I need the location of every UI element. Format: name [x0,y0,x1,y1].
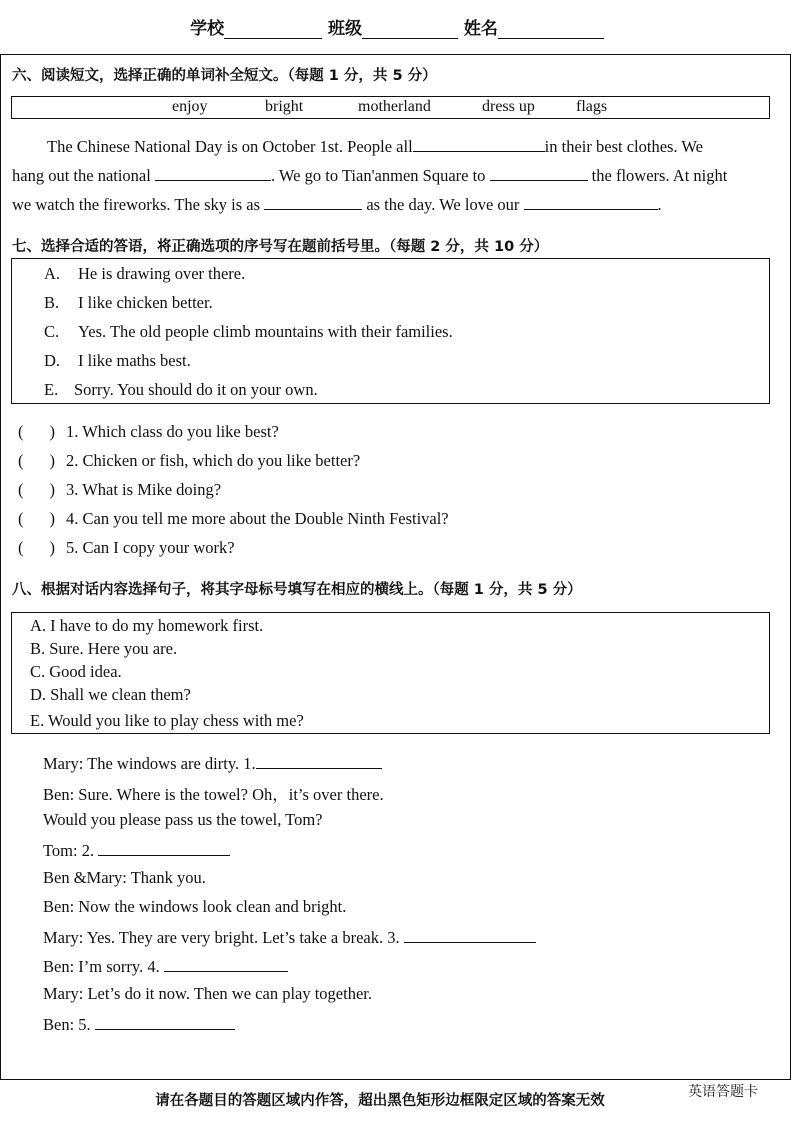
question-1: ( ) 1. Which class do you like best? [18,422,279,441]
option-a: A. He is drawing over there. [44,264,246,283]
passage-text: as the day. We love our [366,195,520,214]
question-4: ( ) 4. Can you tell me more about the Double Ninth Festival? [18,509,449,528]
answer-bracket[interactable]: ( ) [18,451,55,470]
passage-text: the flowers. At night [591,166,728,185]
option-e: E. Would you like to play chess with me? [30,711,304,730]
option-d: D. I like maths best. [44,351,191,370]
option-b: B. Sure. Here you are. [30,639,178,658]
section6-title: 六、阅读短文，选择正确的单词补全短文。（每题 1 分，共 5 分） [12,68,437,84]
word-bank-item: motherland [358,98,431,115]
word-bank-item: flags [576,98,608,115]
word-bank-box [11,96,770,119]
name-label: 姓名 [463,19,498,39]
dialogue-line-7: Mary: Yes. They are very bright. Let’s take a break. 3. [43,926,536,948]
word-bank-item: bright [265,98,304,115]
passage-line-1 [47,135,703,157]
answer-bracket[interactable]: ( ) [18,480,55,499]
dialogue-line-9: Mary: Let’s do it now. Then we can play together. [43,984,373,1003]
blank-2[interactable] [155,164,271,181]
answer-card-label: 英语答题卡 [688,1084,758,1100]
section8-title: 八、根据对话内容选择句子，将其字母标号填写在相应的横线上。（每题 1 分，共 5 分） [12,582,582,598]
dialogue-line-8: Ben: I’m sorry. 4. [43,955,288,977]
passage-line-3 [12,193,662,215]
blank-3[interactable] [490,164,588,181]
answer-bracket[interactable]: ( ) [18,538,55,557]
passage-text: hang out the national [12,166,151,185]
blank-1[interactable] [413,135,545,152]
student-info-header [0,14,794,39]
passage-text: we watch the fireworks. The sky is as [12,195,261,214]
dialogue-blank-2[interactable] [98,839,230,856]
question-5: ( ) 5. Can I copy your work? [18,538,235,557]
footer-notice: 请在各题目的答题区域内作答，超出黑色矩形边框限定区域的答案无效 [155,1093,605,1109]
school-blank[interactable] [224,20,322,39]
school-label: 学校 [190,19,225,39]
option-e: E. Sorry. You should do it on your own. [44,380,318,399]
word-bank-item: enjoy [172,98,208,115]
passage-line-2 [12,164,727,186]
dialogue-line-10: Ben: 5. [43,1013,235,1035]
dialogue-blank-3[interactable] [404,926,536,943]
class-label: 班级 [328,19,362,39]
dialogue-blank-5[interactable] [95,1013,235,1030]
passage-text: The Chinese National Day is on October 1st. People all [47,137,413,156]
option-b: B. I like chicken better. [44,293,213,312]
name-blank[interactable] [498,20,604,39]
class-blank[interactable] [362,20,458,39]
word-bank-item: dress up [482,98,535,115]
dialogue-line-3: Would you please pass us the towel, Tom? [43,810,323,829]
answer-bracket[interactable]: ( ) [18,422,55,441]
dialogue-line-6: Ben: Now the windows look clean and bright. [43,897,347,916]
option-a: A. I have to do my homework first. [30,616,264,635]
option-c: C. Yes. The old people climb mountains with their families. [44,322,453,341]
question-2: ( ) 2. Chicken or fish, which do you like better? [18,451,361,470]
dialogue-line-1: Mary: The windows are dirty. 1. [43,752,382,774]
passage-text: . We go to Tian'anmen Square to [270,166,486,185]
answer-bracket[interactable]: ( ) [18,509,55,528]
passage-text: . [657,195,662,214]
section7-title: 七、选择合适的答语，将正确选项的序号写在题前括号里。（每题 2 分，共 10 分） [12,239,549,255]
passage-text: in their best clothes. We [544,137,703,156]
blank-5[interactable] [524,193,658,210]
question-3: ( ) 3. What is Mike doing? [18,480,222,499]
dialogue-line-5: Ben &Mary: Thank you. [43,868,206,887]
dialogue-blank-1[interactable] [256,752,382,769]
option-c: C. Good idea. [30,662,122,681]
dialogue-blank-4[interactable] [164,955,288,972]
blank-4[interactable] [264,193,362,210]
dialogue-line-2: Ben: Sure. Where is the towel? Oh，it’s over there. [43,785,384,804]
option-d: D. Shall we clean them? [30,685,191,704]
dialogue-line-4: Tom: 2. [43,839,230,861]
